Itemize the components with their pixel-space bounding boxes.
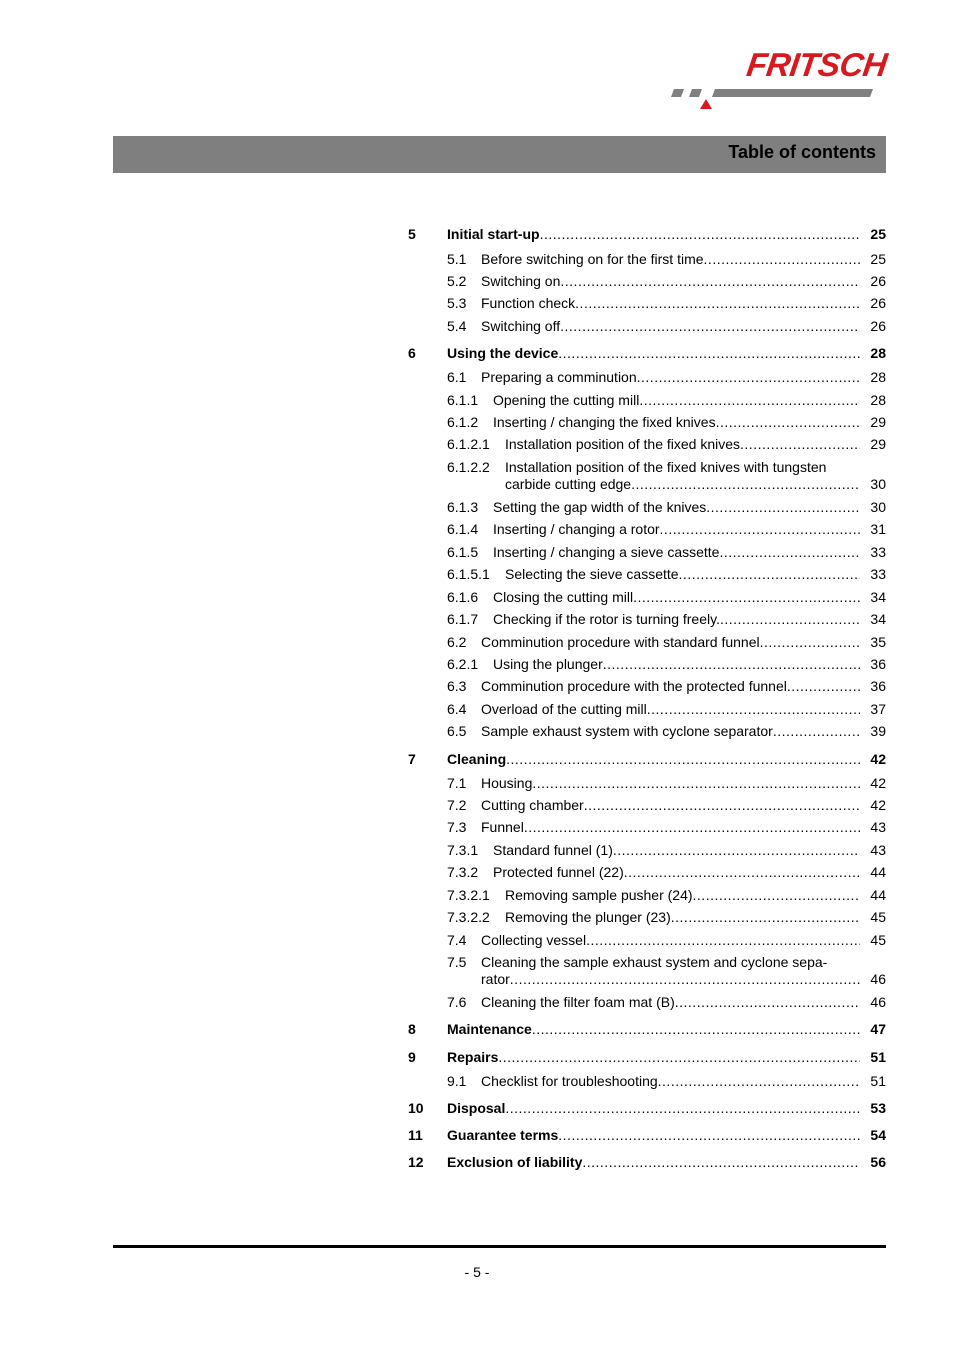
toc-entry-number: 6: [408, 345, 416, 361]
toc-entry-label-leader: [481, 775, 860, 792]
toc-entry-label: Preparing a comminution: [481, 369, 637, 385]
toc-entry-number: 6.1: [447, 369, 467, 385]
toc-entry-page: 36: [870, 656, 886, 672]
toc-entry-number: 7.3.2: [447, 864, 479, 880]
toc-entry-label-leader: [481, 318, 860, 335]
toc-entry-page: 42: [870, 775, 886, 791]
toc-entry-label: Disposal: [447, 1100, 506, 1116]
toc-entry-page: 56: [870, 1154, 886, 1170]
toc-entry-page: 39: [870, 723, 886, 739]
toc-entry-page: 46: [870, 971, 886, 987]
toc-entry-label: Using the plunger: [493, 656, 603, 672]
toc-entry-number: 10: [408, 1100, 424, 1116]
page-number: - 5 -: [464, 1264, 490, 1280]
toc-entry-label-line2: carbide cutting edge: [505, 476, 632, 492]
toc-entry-label-leader: [481, 678, 860, 695]
toc-entry-label: Overload of the cutting mill: [481, 701, 647, 717]
toc-entry-label: Comminution procedure with standard funnel: [481, 634, 760, 650]
toc-entry-number: 6.1.6: [447, 589, 479, 605]
toc-entry-page: 45: [870, 909, 886, 925]
toc-entry-page: 53: [870, 1100, 886, 1116]
toc-entry-page: 30: [870, 476, 886, 492]
toc-entry-label: Cutting chamber: [481, 797, 584, 813]
toc-entry-label-leader: [505, 887, 860, 904]
toc-entry-number: 11: [408, 1127, 423, 1143]
toc-entry-label-leader: [447, 1100, 860, 1117]
toc-entry-label: Inserting / changing the fixed knives: [493, 414, 716, 430]
logo-wordmark: FRITSCH: [743, 46, 889, 83]
toc-entry-label: Closing the cutting mill: [493, 589, 634, 605]
toc-entry-page: 33: [870, 566, 886, 582]
toc-entry-label-continuation: [481, 971, 860, 988]
toc-entry-label: Checklist for troubleshooting: [481, 1073, 658, 1089]
toc-entry-label: Maintenance: [447, 1021, 532, 1037]
toc-entry-label: Initial start-up: [447, 226, 540, 242]
toc-entry-label-leader: [505, 566, 860, 583]
toc-entry-number: 8: [408, 1021, 416, 1037]
toc-entry-page: 47: [870, 1021, 886, 1037]
toc-entry-label-leader: [493, 842, 860, 859]
toc-entry-label-leader: [481, 994, 860, 1011]
toc-entry-number: 7.3.2.1: [447, 887, 490, 903]
toc-entry-label-leader: [447, 1049, 860, 1066]
toc-entry[interactable]: [408, 459, 886, 493]
toc-entry-label-line2: rator: [481, 971, 510, 987]
toc-entry-page: 30: [870, 499, 886, 515]
toc-entry-page: 28: [870, 392, 886, 408]
toc-entry-number: 7.3.2.2: [447, 909, 490, 925]
toc-entry-page: 51: [870, 1049, 886, 1065]
toc-entry-label-leader: [493, 499, 860, 516]
toc-entry-number: 5: [408, 226, 416, 242]
toc-entry-label-leader: [493, 521, 860, 538]
toc-entry-label: Housing: [481, 775, 533, 791]
toc-entry-label: Protected funnel (22): [493, 864, 624, 880]
toc-entry-number: 6.1.2.2: [447, 459, 490, 475]
toc-entry-page: 25: [870, 226, 886, 242]
toc-entry-label-leader: [447, 1154, 860, 1171]
toc-entry-number: 6.1.7: [447, 611, 479, 627]
toc-entry-page: 26: [870, 295, 886, 311]
toc-entry-page: 54: [870, 1127, 886, 1143]
toc-entry-number: 9.1: [447, 1073, 467, 1089]
toc-entry-number: 6.1.4: [447, 521, 479, 537]
toc-entry-number: 5.4: [447, 318, 467, 334]
toc-entry-page: 31: [870, 521, 886, 537]
toc-entry-page: 28: [870, 345, 886, 361]
toc-entry-label-leader: [481, 634, 860, 651]
toc-entry-label: Sample exhaust system with cyclone separator: [481, 723, 773, 739]
toc-entry-label-leader: [481, 723, 860, 740]
toc-entry-label: Before switching on for the first time: [481, 251, 704, 267]
toc-entry-number: 6.2.1: [447, 656, 479, 672]
toc-entry-label: Cleaning: [447, 751, 507, 767]
toc-entry-label-leader: [481, 819, 860, 836]
toc-entry-number: 6.5: [447, 723, 467, 739]
footer-rule: [113, 1245, 886, 1248]
toc-entry-label: Switching off: [481, 318, 561, 334]
toc-entry-label: Cleaning the sample exhaust system and cyclone sepa-: [481, 954, 828, 970]
toc-entry-label: Setting the gap width of the knives: [493, 499, 707, 515]
toc-entry-number: 7.1: [447, 775, 467, 791]
toc-entry-label-leader: [481, 251, 860, 268]
toc-entry-page: 33: [870, 544, 886, 560]
fritsch-logo: [668, 46, 889, 110]
toc-entry-page: 36: [870, 678, 886, 694]
toc-entry-page: 51: [870, 1073, 886, 1089]
toc-entry-number: 7.2: [447, 797, 467, 813]
toc-entry-label: Funnel: [481, 819, 524, 835]
toc-entry-label-continuation: [505, 476, 860, 493]
toc-entry-label: Opening the cutting mill: [493, 392, 640, 408]
toc-entry-label-leader: [481, 932, 860, 949]
toc-entry-number: 6.4: [447, 701, 467, 717]
toc-entry-label: Removing the plunger (23): [505, 909, 671, 925]
toc-entry-number: 6.1.2: [447, 414, 479, 430]
toc-entry-label-leader: [481, 701, 860, 718]
toc-entry-number: 6.1.5.1: [447, 566, 490, 582]
toc-entry-label-leader: [493, 656, 860, 673]
toc-entry-label-leader: [493, 864, 860, 881]
toc-entry-label-leader: [481, 273, 860, 290]
toc-entry-label: Selecting the sieve cassette: [505, 566, 679, 582]
toc-entry-label: Collecting vessel: [481, 932, 587, 948]
toc-entry-number: 6.1.3: [447, 499, 479, 515]
page-title: Table of contents: [728, 142, 876, 162]
toc-entry-number: 7: [408, 751, 416, 767]
toc-entry-page: 26: [870, 273, 886, 289]
toc-entry-page: 29: [870, 414, 886, 430]
toc-entry-number: 6.3: [447, 678, 467, 694]
toc-entry-page: 25: [870, 251, 886, 267]
toc-entry-page: 29: [870, 436, 886, 452]
toc-entry-number: 7.4: [447, 932, 467, 948]
toc-entry-label: Guarantee terms: [447, 1127, 559, 1143]
toc-entry-label: Inserting / changing a sieve cassette: [493, 544, 720, 560]
toc-entry-label-leader: [447, 1021, 860, 1038]
toc-entry-number: 7.3: [447, 819, 467, 835]
toc-entry-label: Installation position of the fixed knives: [505, 436, 741, 452]
toc-entry-label: Inserting / changing a rotor: [493, 521, 660, 537]
toc-entry-label-leader: [493, 414, 860, 431]
toc-entry-label-leader: [447, 1127, 860, 1144]
toc-entry-page: 42: [870, 797, 886, 813]
toc-entry-number: 6.1.2.1: [447, 436, 490, 452]
toc-entry-label-leader: [493, 589, 860, 606]
toc-entry-page: 46: [870, 994, 886, 1010]
toc-entry-label: Checking if the rotor is turning freely.: [493, 611, 720, 627]
toc-entry-label: Using the device: [447, 345, 559, 361]
toc-entry-number: 6.1.5: [447, 544, 479, 560]
toc-entry-label-leader: [481, 1073, 860, 1090]
toc-entry-label: Removing sample pusher (24): [505, 887, 693, 903]
toc-entry-number: 5.2: [447, 273, 467, 289]
toc-entry-label-leader: [447, 226, 860, 243]
toc-entry-label-leader: [493, 611, 860, 628]
toc-entry-page: 44: [870, 887, 886, 903]
toc-entry-number: 9: [408, 1049, 416, 1065]
toc-entry-label-leader: [481, 797, 860, 814]
toc-entry[interactable]: [408, 954, 886, 988]
toc-entry-label: Switching on: [481, 273, 561, 289]
toc-entry-number: 7.5: [447, 954, 467, 970]
toc-entry-page: 45: [870, 932, 886, 948]
toc-entry-page: 35: [870, 634, 886, 650]
toc-entry-label-leader: [505, 436, 860, 453]
toc-entry-label-leader: [447, 345, 860, 362]
toc-entry-label: Comminution procedure with the protected funnel: [481, 678, 787, 694]
toc-entry-page: 34: [870, 611, 886, 627]
toc-entry-page: 28: [870, 369, 886, 385]
toc-entry-number: 7.6: [447, 994, 467, 1010]
section-header-bar: [113, 136, 886, 173]
toc-entry-label-leader: [493, 544, 860, 561]
toc-entry-label: Function check: [481, 295, 576, 311]
toc-entry-label: Standard funnel (1): [493, 842, 613, 858]
toc-entry-label: Repairs: [447, 1049, 499, 1065]
toc-entry-label-leader: [447, 751, 860, 768]
toc-entry-number: 5.3: [447, 295, 467, 311]
toc-entry-label: Cleaning the filter foam mat (B): [481, 994, 675, 1010]
toc-entry-page: 37: [870, 701, 886, 717]
toc-entry-label: Exclusion of liability: [447, 1154, 583, 1170]
toc-entry-label-leader: [481, 369, 860, 386]
toc-entry-label-leader: [493, 392, 860, 409]
toc-entry-page: 44: [870, 864, 886, 880]
toc-entry-page: 43: [870, 819, 886, 835]
toc-entry-page: 26: [870, 318, 886, 334]
toc-entry-label-leader: [481, 295, 860, 312]
toc-entry-number: 6.1.1: [447, 392, 479, 408]
toc-entry-number: 12: [408, 1154, 424, 1170]
toc-entry-page: 43: [870, 842, 886, 858]
toc-entry-number: 6.2: [447, 634, 467, 650]
toc-entry-page: 34: [870, 589, 886, 605]
toc-entry-number: 7.3.1: [447, 842, 479, 858]
toc-entry-page: 42: [870, 751, 886, 767]
toc-entry-label: Installation position of the fixed knives with tungsten: [505, 459, 827, 475]
toc-entry-label-leader: [505, 909, 860, 926]
toc-entry-number: 5.1: [447, 251, 467, 267]
